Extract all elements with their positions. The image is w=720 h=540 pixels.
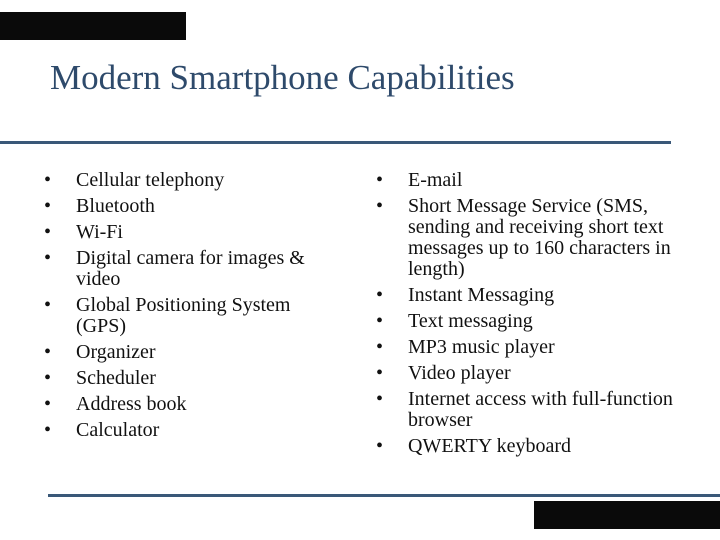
list-item: • Address book (44, 394, 344, 415)
list-item: • Calculator (44, 420, 344, 441)
list-item: • Organizer (44, 342, 344, 363)
list-item: • Global Positioning System (GPS) (44, 295, 344, 337)
title-divider (0, 141, 671, 144)
list-item: • Scheduler (44, 368, 344, 389)
slide-title: Modern Smartphone Capabilities (50, 58, 515, 97)
footer-divider (48, 494, 720, 497)
right-bullet-list (376, 170, 681, 462)
list-item: • Instant Messaging (376, 285, 681, 306)
bottom-accent-bar (534, 501, 720, 529)
list-item: • Internet access with full-function browser (376, 389, 681, 431)
list-item: • MP3 music player (376, 337, 681, 358)
list-item: • Digital camera for images & video (44, 248, 344, 290)
list-item: • Short Message Service (SMS, sending and receiving short text messages up to 160 characters in length) (376, 196, 681, 280)
list-item: • QWERTY keyboard (376, 436, 681, 457)
list-item: • Video player (376, 363, 681, 384)
left-bullet-list (44, 170, 344, 446)
list-item: • Wi-Fi (44, 222, 344, 243)
top-accent-bar (0, 12, 186, 40)
list-item: • Bluetooth (44, 196, 344, 217)
list-item: • E-mail (376, 170, 681, 191)
list-item: • Text messaging (376, 311, 681, 332)
list-item: • Cellular telephony (44, 170, 344, 191)
